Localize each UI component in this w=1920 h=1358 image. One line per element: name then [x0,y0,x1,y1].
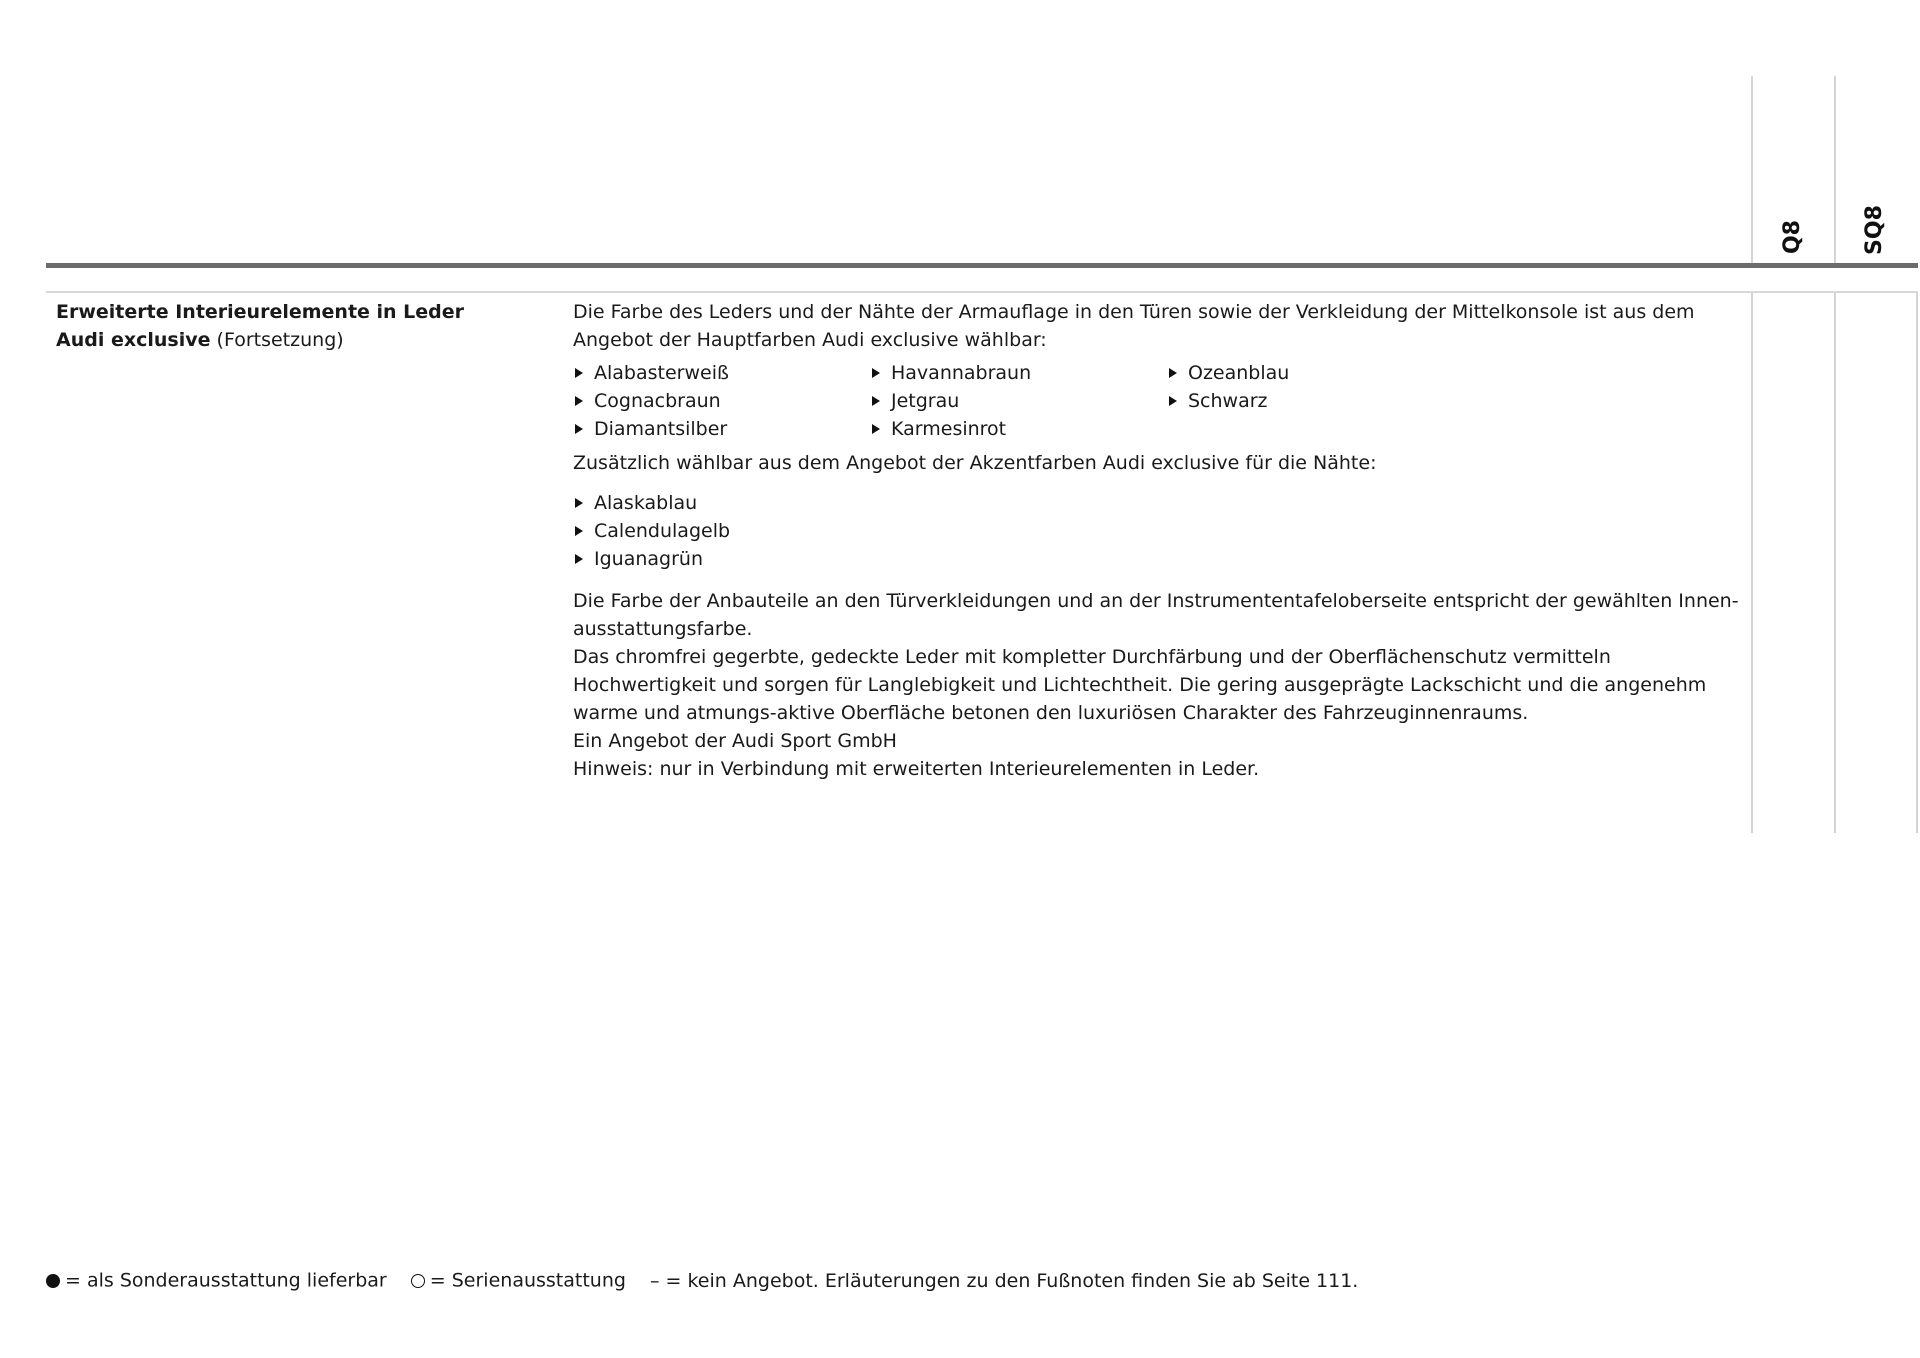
row-label [56,298,516,354]
triangle-bullet-icon [575,424,583,434]
triangle-bullet-icon [575,498,583,508]
triangle-bullet-icon [1169,396,1177,406]
triangle-bullet-icon [575,396,583,406]
legend-optional: = als Sonderausstattung lieferbar [65,1269,387,1292]
accent-colors-list [573,489,1743,573]
triangle-bullet-icon [872,368,880,378]
triangle-bullet-icon [575,526,583,536]
column-header-sq8: SQ8 [1862,205,1887,255]
column-separator-q8-right-body [1834,293,1836,833]
parts-paragraph: Die Farbe der Anbauteile an den Türverkleidungen und an der Instrumententafeloberseite entspricht der gewählten Innen-ausstattungsfarbe. [573,590,1739,640]
list-item: Havannabraun [870,359,1167,387]
column-separator-sq8-right-body [1916,293,1918,833]
filled-circle-icon [46,1274,60,1288]
empty-circle-icon [411,1274,425,1288]
row-top-rule [46,291,1918,293]
row-label-title-line1: Erweiterte Interieurelemente in Leder [56,301,465,323]
row-label-title-line2: Audi exclusive [56,329,211,351]
main-colors-col1 [573,359,870,443]
list-item: Iguanagrün [573,545,1743,573]
main-colors-col3 [1167,359,1464,443]
row-label-suffix: (Fortsetzung) [216,329,344,351]
main-colors-grid [573,359,1743,443]
column-separator-q8-right [1834,76,1836,263]
column-separator-q8-left [1751,76,1753,263]
accent-intro: Zusätzlich wählbar aus dem Angebot der Akzentfarben Audi exclusive für die Nähte: [573,452,1377,474]
list-item: Karmesinrot [870,415,1167,443]
triangle-bullet-icon [1169,368,1177,378]
main-colors-col2 [870,359,1167,443]
column-header-q8: Q8 [1780,220,1805,255]
row-description [573,298,1743,783]
list-item: Jetgrau [870,387,1167,415]
triangle-bullet-icon [872,396,880,406]
list-item: Alabasterweiß [573,359,870,387]
column-separator-q8-left-body [1751,293,1753,833]
list-item: Schwarz [1167,387,1464,415]
intro-paragraph: Die Farbe des Leders und der Nähte der Armauflage in den Türen sowie der Verkleidung der Mittelkonsole ist aus dem Angebot der Hauptfarben Audi exclusive wählbar: [573,301,1695,351]
list-item: Diamantsilber [573,415,870,443]
list-item: Cognacbraun [573,387,870,415]
triangle-bullet-icon [575,368,583,378]
triangle-bullet-icon [575,554,583,564]
leather-paragraph: Das chromfrei gegerbte, gedeckte Leder mit kompletter Durchfärbung und der Oberflächenschutz vermitteln Hochwertigkeit und sorgen für Langlebigkeit und Lichtechtheit. Die gering ausgeprägte Lackschicht und die angenehm warme und atmungs-aktive Oberfläche betonen den luxuriösen Charakter des Fahrzeuginnenraums. [573,646,1707,724]
list-item: Calendulagelb [573,517,1743,545]
list-item: Alaskablau [573,489,1743,517]
legend-none: – = kein Angebot. Erläuterungen zu den Fußnoten finden Sie ab Seite 111. [649,1269,1359,1292]
header-rule [46,263,1918,268]
legend-standard: = Serienausstattung [429,1269,626,1292]
offer-paragraph: Ein Angebot der Audi Sport GmbH [573,730,897,752]
triangle-bullet-icon [872,424,880,434]
note-paragraph: Hinweis: nur in Verbindung mit erweiterten Interieurelementen in Leder. [573,758,1260,780]
legend [46,1266,1358,1295]
list-item: Ozeanblau [1167,359,1464,387]
